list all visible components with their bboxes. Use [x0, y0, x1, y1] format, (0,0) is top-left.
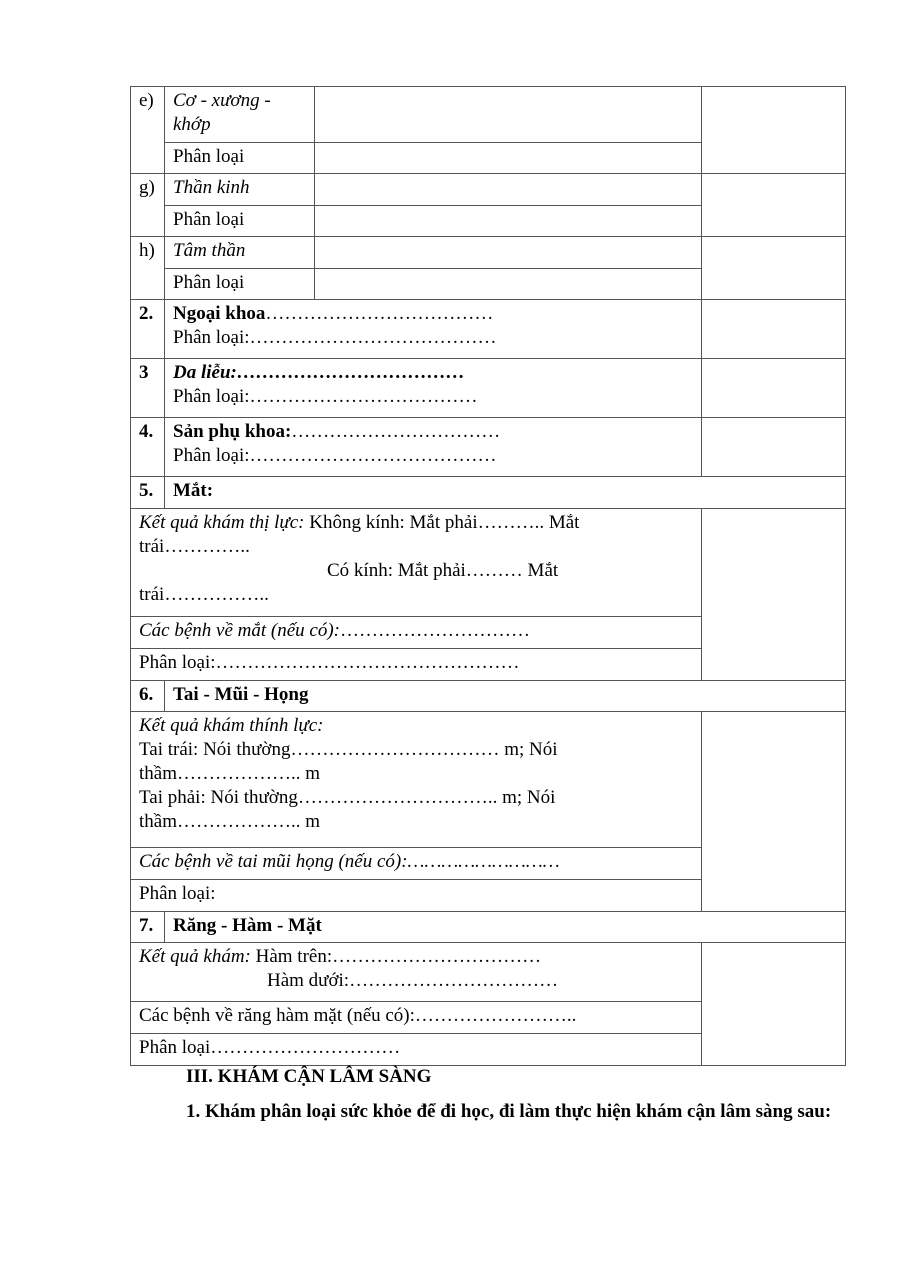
row-ngoai-khoa [131, 300, 846, 359]
fill-dots: ……………………………… [265, 303, 494, 324]
item-label: Thần kinh [165, 174, 315, 206]
section-title: Tai - Mũi - Họng [165, 681, 846, 712]
section-number: 5. [131, 477, 165, 509]
classification-cell[interactable] [702, 300, 846, 359]
result-cell[interactable] [315, 174, 702, 206]
item-label: Tâm thần [165, 237, 315, 269]
section-heading: III. KHÁM CẬN LÂM SÀNG [186, 1066, 432, 1087]
result-label: Kết quả khám thị lực: [139, 512, 305, 533]
row-rhm-header [131, 912, 846, 943]
classification-value[interactable] [315, 143, 702, 174]
dental-diseases[interactable]: Các bệnh về răng hàm mặt (nếu có):…………………….. [131, 1002, 702, 1034]
row-mat-header [131, 477, 846, 509]
classification-label: Phân loại [165, 143, 315, 174]
section-number: 7. [131, 912, 165, 943]
classification-cell[interactable] [702, 509, 846, 681]
section-title: Răng - Hàm - Mặt [165, 912, 846, 943]
item-label: Cơ - xương - khớp [165, 87, 315, 143]
section-title: Ngoại khoa [173, 303, 266, 324]
section-title: Da liễu: [173, 362, 237, 383]
eye-diseases[interactable]: Các bệnh về mắt (nếu có):………………………… [131, 617, 702, 649]
section-content[interactable] [165, 418, 702, 477]
result-label: Kết quả khám: [139, 946, 251, 967]
section-title: Sản phụ khoa: [173, 421, 292, 442]
classification-cell[interactable] [702, 712, 846, 912]
row-tmh-header [131, 681, 846, 712]
section-number: 3 [131, 359, 165, 418]
exam-form-table [130, 86, 846, 1066]
row-g [131, 174, 846, 206]
dental-result[interactable]: Kết quả khám: Hàm trên:…………………………… Hàm dưới:…………………………… [131, 943, 702, 1002]
row-da-lieu [131, 359, 846, 418]
row-number: h) [131, 237, 165, 300]
classification-cell[interactable] [702, 943, 846, 1066]
classification-value[interactable] [315, 269, 702, 300]
row-san-phu-khoa [131, 418, 846, 477]
section-number: 2. [131, 300, 165, 359]
classification-line: Phân loại:………………………………… [173, 445, 497, 466]
classification-label: Phân loại [165, 206, 315, 237]
classification-label: Phân loại [165, 269, 315, 300]
result-cell[interactable] [315, 237, 702, 269]
classification-line[interactable]: Phân loại:………………………………………… [131, 649, 702, 681]
row-number: e) [131, 87, 165, 174]
fill-dots: …………………………… [291, 421, 501, 442]
classification-line: Phân loại:………………………………… [173, 327, 497, 348]
section-title: Mắt: [165, 477, 846, 509]
row-rhm-result [131, 943, 846, 1002]
result-cell[interactable] [315, 87, 702, 143]
section-content[interactable] [165, 300, 702, 359]
ent-diseases[interactable]: Các bệnh về tai mũi họng (nếu có):……………………… [131, 848, 702, 880]
section-content[interactable] [165, 359, 702, 418]
row-number: g) [131, 174, 165, 237]
row-h [131, 237, 846, 269]
classification-line[interactable]: Phân loại: [131, 880, 702, 912]
classification-line: Phân loại:……………………………… [173, 386, 478, 407]
classification-cell[interactable] [702, 237, 846, 300]
classification-cell[interactable] [702, 87, 846, 174]
instruction-paragraph: 1. Khám phân loại sức khỏe để đi học, đi làm thực hiện khám cận lâm sàng sau: [186, 1101, 832, 1122]
classification-value[interactable] [315, 206, 702, 237]
classification-cell[interactable] [702, 174, 846, 237]
fill-dots: ……………………………… [236, 362, 465, 383]
row-e [131, 87, 846, 143]
vision-result[interactable]: Kết quả khám thị lực: Không kính: Mắt phải……….. Mắt trái………….. Có kính: Mắt phải……… Mắt trái…………….. [131, 509, 702, 617]
result-label: Kết quả khám thính lực: [139, 715, 324, 736]
hearing-result[interactable]: Kết quả khám thính lực: Tai trái: Nói thường…………………………… m; Nói thầm……………….. m Tai phải: Nói thường………………………….. m; Nói thầm……………….. m [131, 712, 702, 848]
classification-line[interactable]: Phân loại………………………… [131, 1034, 702, 1066]
row-tmh-hearing [131, 712, 846, 848]
classification-cell[interactable] [702, 359, 846, 418]
section-number: 6. [131, 681, 165, 712]
section-number: 4. [131, 418, 165, 477]
row-mat-vision [131, 509, 846, 617]
classification-cell[interactable] [702, 418, 846, 477]
